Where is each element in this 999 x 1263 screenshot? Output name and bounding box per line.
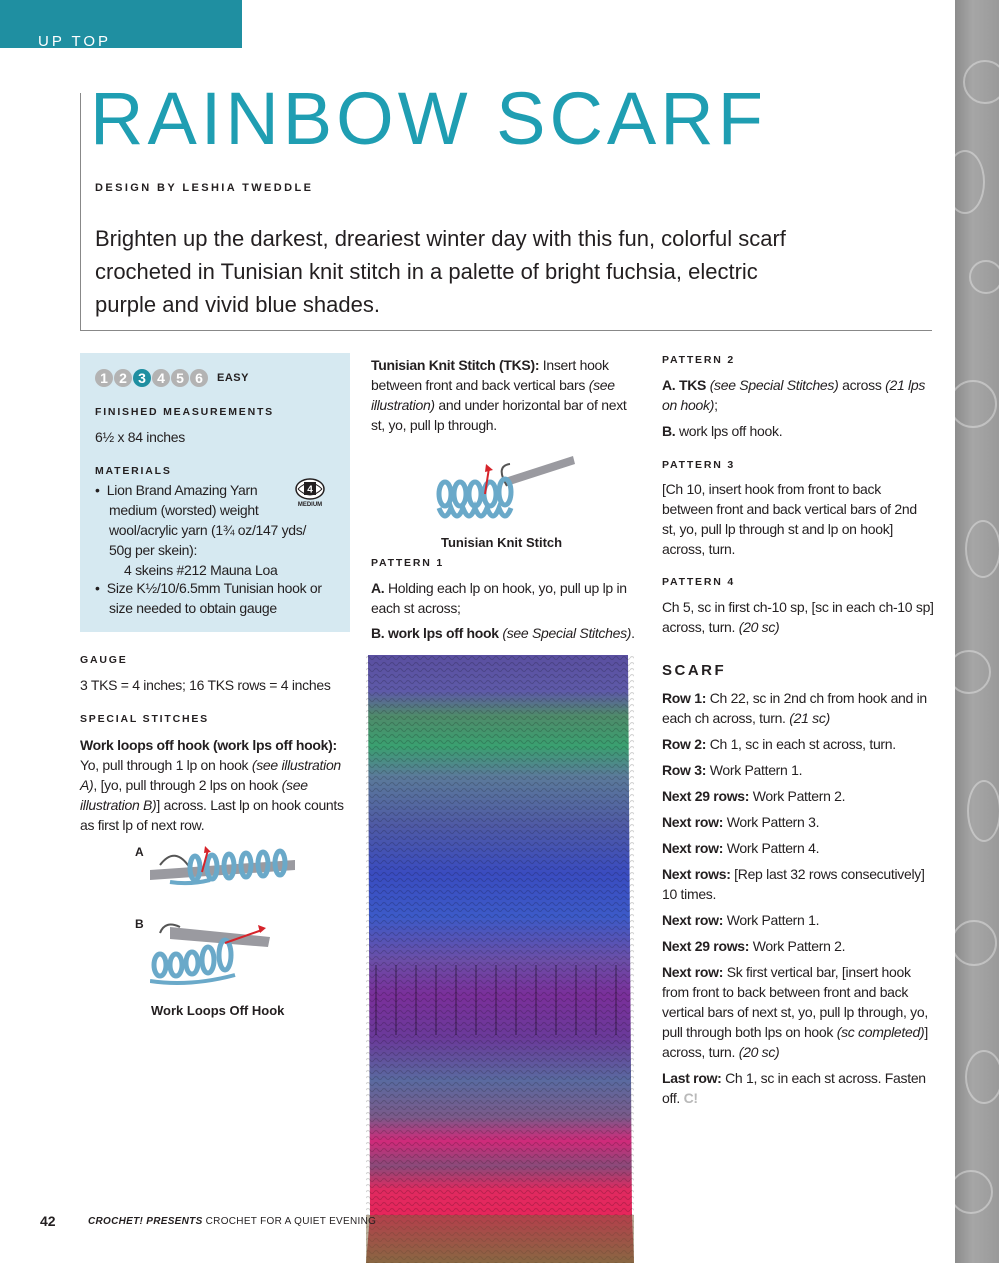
tks-definition: Tunisian Knit Stitch (TKS): Insert hook between front and back vertical bars (see illustration) and under horizontal bar of next st, yo, pull lp through.: [371, 357, 627, 433]
figure-a-label: A: [135, 845, 144, 859]
title-rule-horizontal: [80, 330, 932, 331]
pattern1-text: A. Holding each lp on hook, yo, pull up lp in each st across; B. work lps off hook (see Special Stitches).: [371, 580, 635, 641]
scarf-instructions: Row 1: Ch 22, sc in 2nd ch from hook and in each ch across, turn. (21 sc) Row 2: Ch 1, sc in each st across, turn. Row 3: Work Pattern 1. Next 29 rows: Work Pattern 2. Next row: Work Pattern 3. Next row: Work Pattern 4. Next rows: [Rep last 32 rows consecutively] 10 times. Next row: Work Pattern 1. Next 29 rows: Work Pattern 2. Next row: Sk first vertical bar, [insert hook from front to back between front and back vertical bars of next st, yo, pull lp through, yo, pull through both lps on hook (sc completed)] across, turn. (20 sc) Last row: Ch 1, sc in each st across. Fasten off. C!: [662, 690, 928, 1106]
work-loops-illustration-b: [150, 915, 300, 995]
scarf-heading: SCARF: [662, 662, 727, 679]
finished-heading: FINISHED MEASUREMENTS: [95, 406, 274, 418]
pattern2-heading: PATTERN 2: [662, 354, 735, 366]
end-mark: C!: [683, 1090, 698, 1106]
section-tab: [0, 0, 242, 48]
skill-dot: 6: [190, 369, 208, 387]
pattern1-heading: PATTERN 1: [371, 557, 444, 569]
skill-dot-selected: 3: [133, 369, 151, 387]
byline: DESIGN BY LESHIA TWEDDLE: [95, 182, 314, 194]
pattern4-heading: PATTERN 4: [662, 576, 735, 588]
pattern4-text: Ch 5, sc in first ch-10 sp, [sc in each ch-10 sp] across, turn. (20 sc): [662, 599, 934, 635]
pattern3-heading: PATTERN 3: [662, 459, 735, 471]
title-rule-vertical: [80, 93, 81, 331]
page-title: RAINBOW SCARF: [90, 77, 767, 160]
skill-label: EASY: [217, 372, 249, 384]
scarf-photo: [366, 655, 634, 1263]
gauge-heading: GAUGE: [80, 654, 128, 666]
intro-paragraph: Brighten up the darkest, dreariest winter day with this fun, colorful scarf crocheted in Tunisian knit stitch in a palette of bright fuchsia, electric purple and vivid blue shades.: [95, 226, 786, 317]
footer-publication: CROCHET! PRESENTS CROCHET FOR A QUIET EVENING: [88, 1216, 377, 1227]
svg-text:4: 4: [307, 484, 313, 496]
gauge-value: 3 TKS = 4 inches; 16 TKS rows = 4 inches: [80, 677, 331, 693]
decorative-side-strip: [955, 0, 999, 1263]
tunisian-knit-stitch-illustration: [435, 446, 575, 531]
special-stitches-heading: SPECIAL STITCHES: [80, 713, 209, 725]
page-number: 42: [40, 1213, 56, 1229]
skill-dot: 4: [152, 369, 170, 387]
skill-dot: 1: [95, 369, 113, 387]
figure-caption: Work Loops Off Hook: [151, 1003, 285, 1018]
materials-heading: MATERIALS: [95, 465, 172, 477]
svg-text:MEDIUM: MEDIUM: [297, 502, 323, 507]
material-item: • Lion Brand Amazing Yarn medium (worsted) weight wool/acrylic yarn (1¾ oz/147 yds/ 50g per skein): 4 skeins #212 Mauna Loa: [95, 482, 307, 578]
pattern2-text: A. TKS (see Special Stitches) across (21 lps on hook); B. work lps off hook.: [662, 377, 926, 439]
skill-dot: 5: [171, 369, 189, 387]
skill-dot: 2: [114, 369, 132, 387]
material-item: • Size K½/10/6.5mm Tunisian hook or size needed to obtain gauge: [95, 580, 322, 616]
section-tab-label: UP TOP: [38, 33, 112, 50]
figure-b-label: B: [135, 917, 144, 931]
work-loops-illustration-a: [150, 840, 300, 895]
work-loops-off-hook-text: Work loops off hook (work lps off hook): Yo, pull through 1 lp on hook (see illustration A), [yo, pull through 2 lps on hook (see illustration B)] across. Last lp on hook counts as first lp of next row.: [80, 737, 344, 833]
tks-caption: Tunisian Knit Stitch: [441, 535, 563, 550]
pattern3-text: [Ch 10, insert hook from front to back between front and back vertical bars of 2nd st, yo, pull lp through st and lp on hook] across, turn.: [662, 481, 917, 557]
skill-level: [95, 369, 249, 387]
finished-value: 6½ x 84 inches: [95, 429, 185, 445]
